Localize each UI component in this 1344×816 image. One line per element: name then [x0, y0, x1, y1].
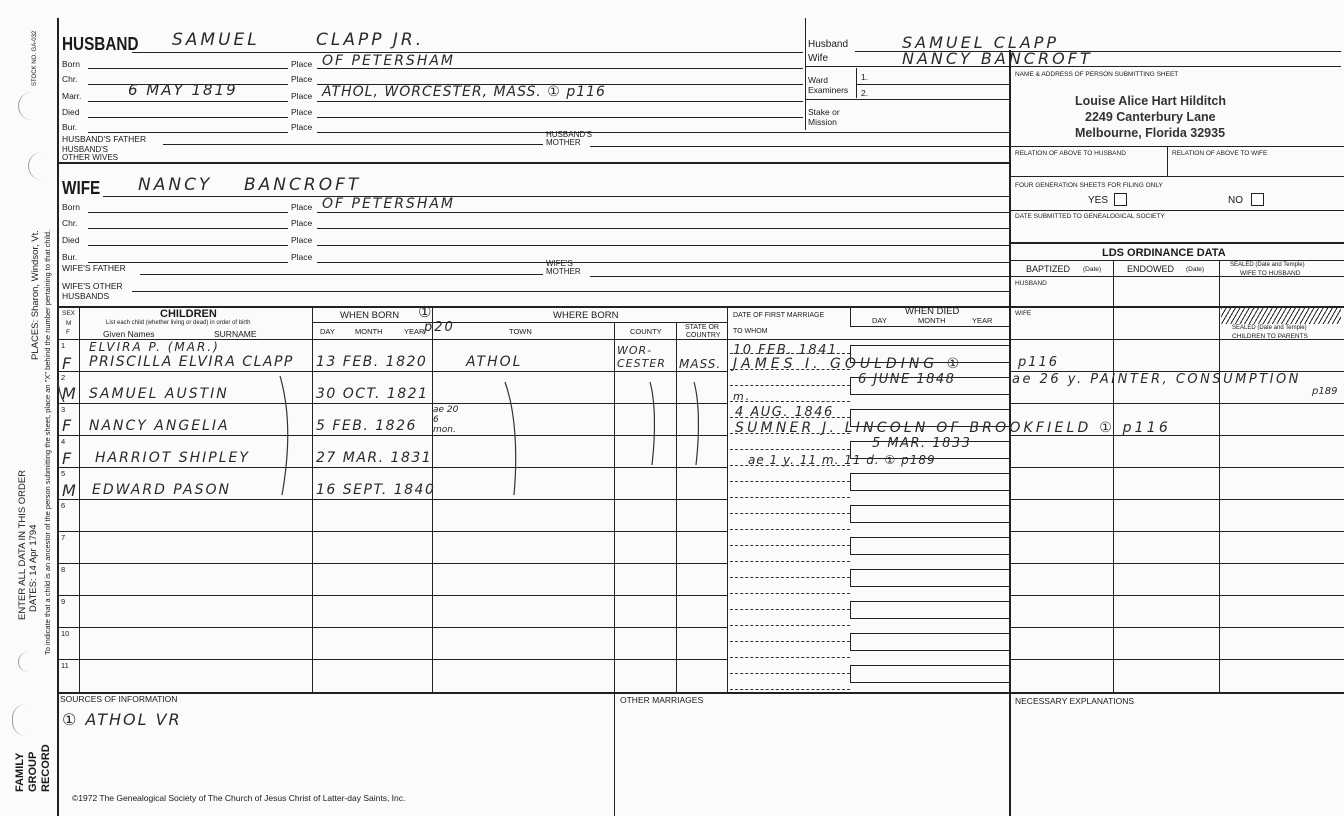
husband-chr-place-label: Place	[291, 74, 313, 84]
wife-born-place-label: Place	[291, 202, 313, 212]
stake-label-1: Stake or	[808, 107, 840, 117]
col-died-day: DAY	[872, 316, 887, 325]
header-wife-name: NANCY BANCROFT	[902, 49, 1093, 68]
col-state-2: COUNTRY	[686, 332, 721, 339]
relation-wife-label: RELATION OF ABOVE TO WIFE	[1172, 150, 1268, 157]
husband-bur-label: Bur.	[62, 122, 78, 132]
wife-born-label: Born	[62, 202, 80, 212]
husband-heading: HUSBAND	[62, 34, 139, 54]
husband-marr-place: ATHOL, WORCESTER, MASS. ① p116	[322, 84, 606, 100]
lds-baptized-date-label: (Date)	[1083, 266, 1102, 273]
child-5-born: 16 SEPT. 1840	[316, 482, 436, 498]
children-instructions: List each child (whether living or dead) in order of birth	[106, 320, 251, 326]
col-sex-label: SEX	[62, 310, 76, 317]
col-month: MONTH	[355, 327, 383, 336]
col-when-died: WHEN DIED	[905, 306, 960, 317]
child-2-notes: ae 26 y. PAINTER, CONSUMPTION	[1012, 372, 1301, 387]
lds-sealed-wife-label-1: SEALED (Date and Temple)	[1230, 262, 1305, 268]
lds-endowed-label: ENDOWED	[1127, 264, 1174, 274]
col-died-month: MONTH	[918, 316, 946, 325]
col-year: YEAR	[404, 327, 425, 336]
places-note: PLACES: Sharon, Windsor, Vt.	[30, 230, 41, 360]
wife-died-label: Died	[62, 235, 80, 245]
submitter-street: 2249 Canterbury Lane	[1085, 110, 1216, 124]
col-first-marriage: DATE OF FIRST MARRIAGE	[733, 312, 825, 319]
no-label: NO	[1228, 195, 1243, 206]
child-row-number: 1	[61, 341, 66, 350]
child-4-sex: F	[62, 449, 74, 468]
wife-other-husbands-label-2: HUSBANDS	[62, 291, 110, 301]
children-title: CHILDREN	[160, 308, 217, 320]
husband-chr-label: Chr.	[62, 74, 78, 84]
header-husband-label: Husband	[808, 39, 849, 50]
col-surname-label: SURNAME	[214, 329, 257, 339]
yes-label: YES	[1088, 195, 1109, 206]
wife-heading: WIFE	[62, 178, 101, 198]
col-sex-f: F	[66, 329, 70, 336]
husband-other-wives-label-1: HUSBAND'S	[62, 145, 108, 154]
form-name-3: RECORD	[40, 744, 52, 792]
examiners-label: Examiners	[808, 85, 849, 95]
husband-marr-date: 6 MAY 1819	[128, 81, 238, 99]
wife-born-place: OF PETERSHAM	[322, 196, 456, 212]
child-4-born: 27 MAR. 1831	[316, 450, 433, 466]
submitter-label: NAME & ADDRESS OF PERSON SUBMITTING SHEET	[1015, 71, 1179, 78]
child-1-state: MASS.	[679, 357, 722, 371]
husband-died-label: Died	[62, 107, 80, 117]
wife-surname: BANCROFT	[244, 175, 362, 195]
wife-father-label: WIFE'S FATHER	[62, 263, 126, 273]
order-instruction: ENTER ALL DATA IN THIS ORDER	[17, 469, 28, 620]
husband-died-place-label: Place	[291, 107, 313, 117]
child-row-number: 4	[61, 437, 66, 446]
col-given-label: Given Names	[103, 329, 155, 339]
child-row-number: 5	[61, 469, 66, 478]
lds-title: LDS ORDINANCE DATA	[1102, 247, 1226, 259]
header-wife-label: Wife	[808, 53, 828, 64]
husband-born-place-label: Place	[291, 59, 313, 69]
child-4-name: HARRIOT SHIPLEY	[95, 450, 250, 466]
child-4-died-note: ae 1 y. 11 m. 11 d. ① p189	[748, 453, 936, 467]
lds-endowed-date-label: (Date)	[1186, 266, 1205, 273]
child-5-sex: M	[62, 481, 78, 500]
submitter-city: Melbourne, Florida 32935	[1075, 126, 1226, 140]
dates-note: DATES: 14 Apr 1794	[28, 524, 39, 612]
child-row-number: 8	[61, 565, 66, 574]
form-name-1: FAMILY	[14, 752, 26, 792]
child-3-age: ae 20 6 mon.	[433, 405, 459, 435]
relation-husband-label: RELATION OF ABOVE TO HUSBAND	[1015, 150, 1126, 157]
col-to-whom: TO WHOM	[733, 328, 768, 335]
lds-wife-label: WIFE	[1015, 310, 1032, 317]
child-row-number: 10	[61, 629, 70, 638]
col-state-1: STATE OR	[685, 324, 719, 331]
child-row-number: 11	[61, 661, 69, 670]
husband-born-place: OF PETERSHAM	[322, 53, 456, 69]
child-1-born: 13 FEB. 1820	[316, 354, 428, 370]
col-when-born-note: ①	[418, 303, 434, 321]
child-3-marriage: 4 AUG. 1846	[735, 405, 834, 420]
child-1-marriage: 10 FEB. 1841	[733, 343, 838, 358]
child-3-born: 5 FEB. 1826	[316, 418, 417, 434]
child-1-county: WOR-CESTER	[617, 344, 666, 370]
child-2-sex: M	[62, 384, 78, 403]
lds-sealed-children-label-2: CHILDREN TO PARENTS	[1232, 333, 1308, 340]
child-row-number: 2	[61, 373, 66, 382]
child-2-died: 6 JUNE 1848	[858, 372, 956, 387]
wife-died-place-label: Place	[291, 235, 313, 245]
examiner-two: 2.	[861, 88, 869, 98]
examiner-one: 1.	[861, 72, 869, 82]
col-where-born: WHERE BORN	[553, 310, 619, 321]
col-day: DAY	[320, 327, 335, 336]
child-3-name: NANCY ANGELIA	[89, 418, 230, 434]
col-died-year: YEAR	[972, 316, 993, 325]
submitter-name: Louise Alice Hart Hilditch	[1075, 94, 1226, 108]
other-marriages-label: OTHER MARRIAGES	[620, 695, 704, 705]
husband-bur-place-label: Place	[291, 122, 313, 132]
sources-value: ① ATHOL VR	[62, 710, 182, 729]
child-1-sex: F	[62, 354, 74, 373]
husband-given-name: SAMUEL	[172, 30, 260, 50]
necessary-explanations-label: NECESSARY EXPLANATIONS	[1015, 696, 1135, 706]
wife-bur-place-label: Place	[291, 252, 313, 262]
husband-surname: CLAPP JR.	[316, 30, 425, 50]
wife-mother-label-2: MOTHER	[546, 267, 581, 276]
child-4-died: 5 MAR. 1833	[872, 436, 972, 451]
child-1-spouse: JAMES I. GOULDING ①	[733, 356, 964, 372]
stock-number: STOCK NO. GA-032	[32, 30, 38, 86]
ancestor-instruction: To indicate that a child is an ancestor of the person submitting the sheet, place an "X" behind the number pertaining to that child.	[43, 229, 52, 655]
husband-father-label: HUSBAND'S FATHER	[62, 134, 147, 144]
wife-chr-place-label: Place	[291, 218, 313, 228]
copyright: ©1972 The Genealogical Society of The Church of Jesus Christ of Latter-day Saints, Inc.	[72, 793, 406, 803]
date-submitted-label: DATE SUBMITTED TO GENEALOGICAL SOCIETY	[1015, 213, 1165, 220]
col-when-born: WHEN BORN	[340, 310, 400, 321]
col-sex-m: M	[66, 320, 72, 327]
husband-other-wives-label-2: OTHER WIVES	[62, 153, 119, 162]
child-row-number: 6	[61, 501, 66, 510]
child-5-name: EDWARD PASON	[92, 482, 232, 498]
wife-chr-label: Chr.	[62, 218, 78, 228]
child-3-sex: F	[62, 416, 74, 435]
wife-bur-label: Bur.	[62, 252, 78, 262]
child-2-born: 30 OCT. 1821	[316, 386, 429, 402]
child-1-extra-name: ELVIRA P. (MAR.)	[89, 340, 220, 354]
lds-sealed-children-label-1: SEALED (Date and Temple)	[1232, 325, 1307, 331]
col-county: COUNTY	[630, 327, 662, 336]
lds-baptized-label: BAPTIZED	[1026, 264, 1071, 274]
ward-label: Ward	[808, 75, 828, 85]
child-1-notes: p116	[1018, 355, 1060, 370]
wife-given-name: NANCY	[138, 175, 213, 195]
lds-sealed-wife-label-2: WIFE TO HUSBAND	[1240, 270, 1301, 277]
wife-other-husbands-label-1: WIFE'S OTHER	[62, 281, 123, 291]
husband-mother-label-1: HUSBAND'S	[546, 130, 592, 139]
child-3-marr-prefix: m.	[733, 390, 752, 403]
four-generation-label: FOUR GENERATION SHEETS FOR FILING ONLY	[1015, 182, 1163, 189]
stake-label-2: Mission	[808, 117, 837, 127]
husband-marr-label: Marr.	[62, 91, 82, 101]
husband-mother-label-2: MOTHER	[546, 138, 581, 147]
child-2-notes-page: p189	[1312, 386, 1338, 397]
col-town: TOWN	[509, 327, 532, 336]
sources-label: SOURCES OF INFORMATION	[60, 694, 178, 704]
child-row-number: 9	[61, 597, 66, 606]
child-2-name: SAMUEL AUSTIN	[89, 386, 229, 402]
header-husband-name: SAMUEL CLAPP	[902, 33, 1060, 52]
child-row-number: 7	[61, 533, 66, 542]
form-name-2: GROUP	[27, 751, 39, 792]
husband-marr-place-label: Place	[291, 91, 313, 101]
husband-born-label: Born	[62, 59, 80, 69]
child-row-number: 3	[61, 405, 66, 414]
child-3-spouse: SUMNER J. LINCOLN OF BROOKFIELD ① p116	[735, 420, 1171, 436]
lds-husband-label: HUSBAND	[1015, 280, 1047, 287]
child-1-name: PRISCILLA ELVIRA CLAPP	[89, 354, 294, 370]
col-when-born-p20: p20	[424, 320, 455, 335]
wife-mother-label-1: WIFE'S	[546, 259, 573, 268]
child-1-town: ATHOL	[466, 354, 523, 370]
